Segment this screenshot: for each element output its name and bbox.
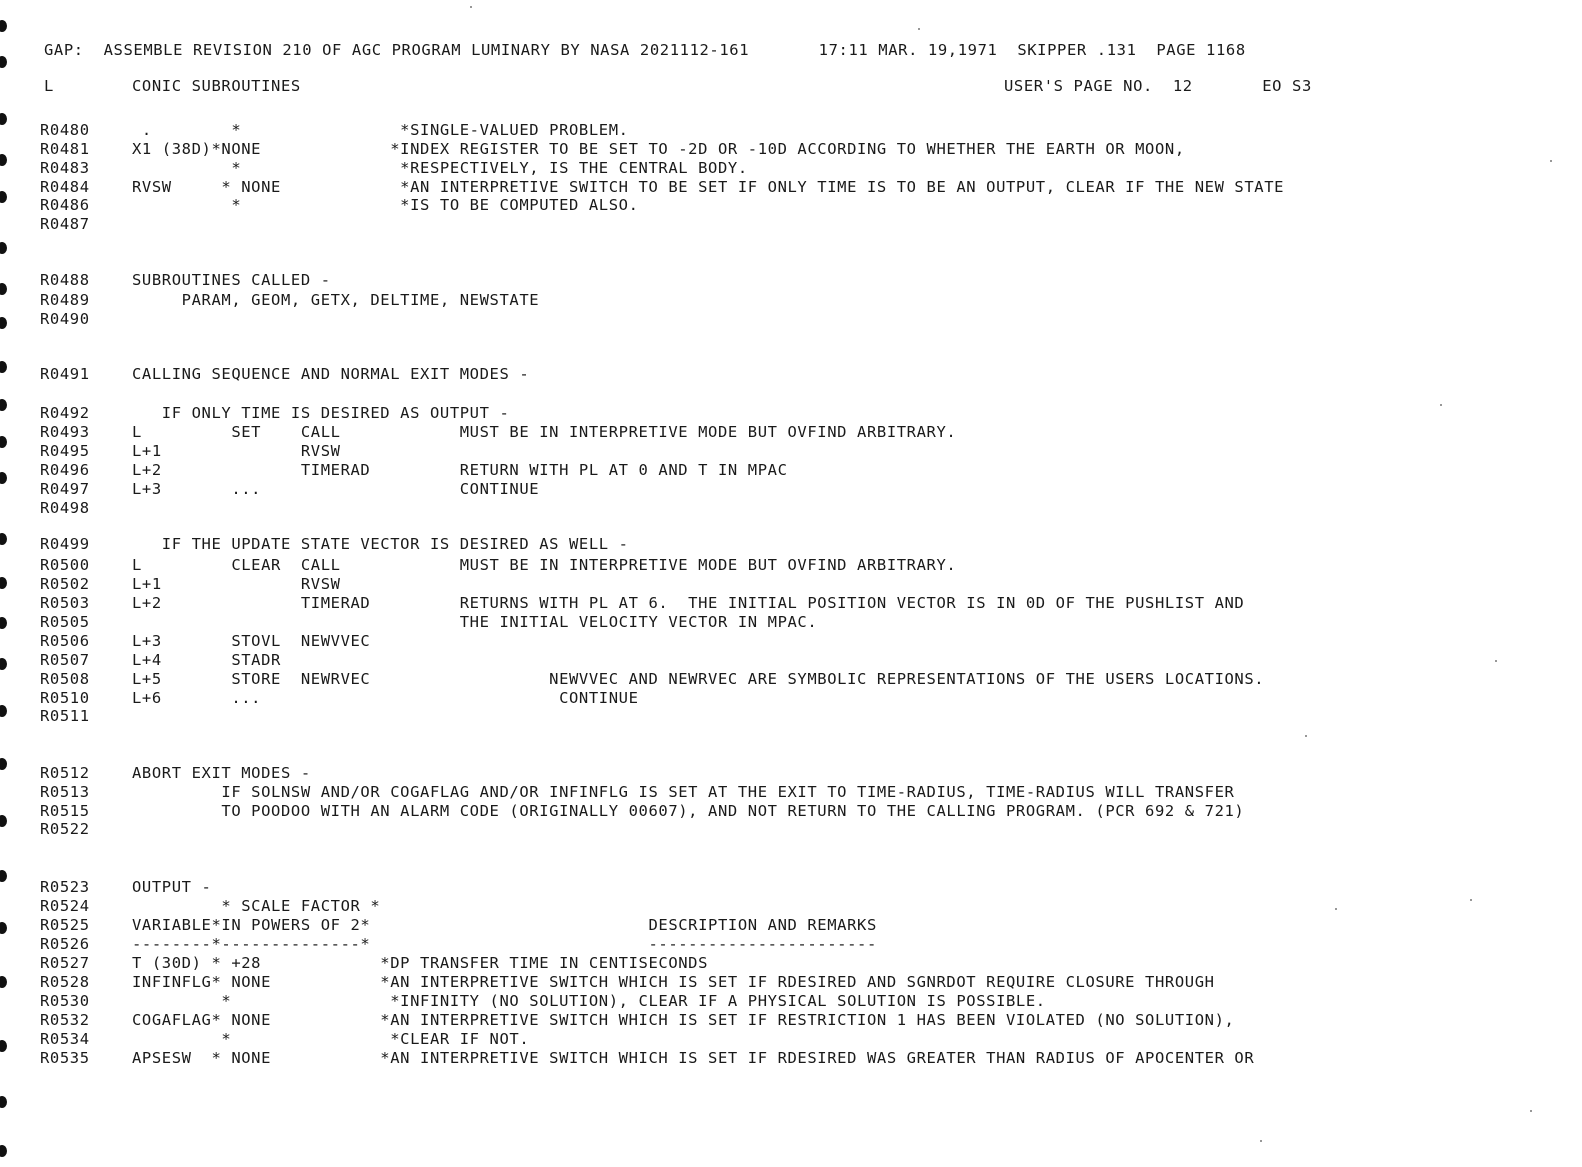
line-text: L+4 STADR xyxy=(132,651,281,669)
line-number: R0530 xyxy=(40,992,90,1010)
line-number: R0498 xyxy=(40,499,90,517)
line-number: R0506 xyxy=(40,632,90,650)
line-number: R0495 xyxy=(40,442,90,460)
line-text: INFINFLG* NONE *AN INTERPRETIVE SWITCH WHICH IS SET IF RDESIRED AND SGNRDOT REQUIRE CLOSURE THROUGH xyxy=(132,973,1215,991)
line-number: R0484 xyxy=(40,178,90,196)
listing-line xyxy=(0,1048,1582,1068)
line-text: X1 (38D)*NONE *INDEX REGISTER TO BE SET TO -2D OR -10D ACCORDING TO WHETHER THE EARTH OR MOON, xyxy=(132,140,1185,158)
line-text: L+2 TIMERAD RETURNS WITH PL AT 6. THE INITIAL POSITION VECTOR IS IN 0D OF THE PUSHLIST AND xyxy=(132,594,1245,612)
line-number: R0525 xyxy=(40,916,90,934)
listing-line xyxy=(0,120,1582,140)
scan-speck xyxy=(1305,735,1307,737)
listing-line xyxy=(0,763,1582,783)
line-number: R0512 xyxy=(40,764,90,782)
listing-line xyxy=(0,991,1582,1011)
punch-hole xyxy=(0,242,7,254)
line-text: L+3 STOVL NEWVVEC xyxy=(132,632,371,650)
line-number: R0502 xyxy=(40,575,90,593)
listing-line xyxy=(0,801,1582,821)
listing-line xyxy=(0,896,1582,916)
listing-line xyxy=(0,650,1582,670)
listing-line xyxy=(0,953,1582,973)
line-text: RVSW * NONE *AN INTERPRETIVE SWITCH TO BE SET IF ONLY TIME IS TO BE AN OUTPUT, CLEAR IF THE NEW STATE xyxy=(132,178,1285,196)
listing-line xyxy=(0,364,1582,384)
line-text: COGAFLAG* NONE *AN INTERPRETIVE SWITCH WHICH IS SET IF RESTRICTION 1 HAS BEEN VIOLATED (NO SOLUTION), xyxy=(132,1011,1235,1029)
line-text: ABORT EXIT MODES - xyxy=(132,764,311,782)
listing-line xyxy=(0,555,1582,575)
line-number: R0489 xyxy=(40,291,90,309)
punch-hole xyxy=(0,1096,7,1108)
line-number: R0513 xyxy=(40,783,90,801)
line-text: VARIABLE*IN POWERS OF 2* DESCRIPTION AND REMARKS xyxy=(132,916,877,934)
line-number: R0532 xyxy=(40,1011,90,1029)
line-text: * *IS TO BE COMPUTED ALSO. xyxy=(132,196,639,214)
line-text: APSESW * NONE *AN INTERPRETIVE SWITCH WHICH IS SET IF RDESIRED WAS GREATER THAN RADIUS OF APOCENTER OR xyxy=(132,1049,1255,1067)
scan-speck xyxy=(470,6,472,8)
line-number: R0523 xyxy=(40,878,90,896)
line-number: R0515 xyxy=(40,802,90,820)
line-text: L+3 ... CONTINUE xyxy=(132,480,540,498)
scan-speck xyxy=(918,28,920,30)
line-number: R0524 xyxy=(40,897,90,915)
listing-line xyxy=(0,195,1582,215)
line-number: R0508 xyxy=(40,670,90,688)
listing-line xyxy=(0,688,1582,708)
punch-hole xyxy=(0,1145,7,1157)
line-text: SUBROUTINES CALLED - xyxy=(132,271,331,289)
line-number: R0493 xyxy=(40,423,90,441)
listing-line xyxy=(0,177,1582,197)
line-text: L+1 RVSW xyxy=(132,575,341,593)
listing-line xyxy=(0,139,1582,159)
line-text: IF ONLY TIME IS DESIRED AS OUTPUT - xyxy=(132,404,510,422)
listing-line xyxy=(0,479,1582,499)
line-text: * *INFINITY (NO SOLUTION), CLEAR IF A PHYSICAL SOLUTION IS POSSIBLE. xyxy=(132,992,1046,1010)
scan-speck xyxy=(1530,1110,1532,1112)
line-text: L SET CALL MUST BE IN INTERPRETIVE MODE BUT OVFIND ARBITRARY. xyxy=(132,423,957,441)
punch-hole xyxy=(0,20,7,32)
line-text: PARAM, GEOM, GETX, DELTIME, NEWSTATE xyxy=(132,291,540,309)
scan-speck xyxy=(1550,160,1552,162)
listing-line xyxy=(0,1029,1582,1049)
line-number: R0481 xyxy=(40,140,90,158)
line-text: * *CLEAR IF NOT. xyxy=(132,1030,530,1048)
line-number: R0526 xyxy=(40,935,90,953)
subheader-line xyxy=(0,76,1582,96)
line-number: R0487 xyxy=(40,215,90,233)
line-number: R0488 xyxy=(40,271,90,289)
line-number: R0534 xyxy=(40,1030,90,1048)
listing-line xyxy=(0,706,1582,726)
line-number: R0497 xyxy=(40,480,90,498)
line-text: IF THE UPDATE STATE VECTOR IS DESIRED AS WELL - xyxy=(132,535,629,553)
header-line xyxy=(0,40,1582,60)
scan-speck xyxy=(1260,1140,1262,1142)
line-text: . * *SINGLE-VALUED PROBLEM. xyxy=(132,121,629,139)
listing-line xyxy=(0,460,1582,480)
line-number: R0500 xyxy=(40,556,90,574)
line-text: CALLING SEQUENCE AND NORMAL EXIT MODES - xyxy=(132,365,530,383)
line-text: L+1 RVSW xyxy=(132,442,341,460)
listing-line xyxy=(0,403,1582,423)
listing-line xyxy=(0,534,1582,554)
listing-line xyxy=(0,612,1582,632)
listing-line xyxy=(0,972,1582,992)
listing-line xyxy=(0,593,1582,613)
listing-line xyxy=(0,158,1582,178)
line-number: R0486 xyxy=(40,196,90,214)
listing-line xyxy=(0,270,1582,290)
users-page-number: USER'S PAGE NO. 12 EO S3 xyxy=(1004,77,1312,95)
line-text: --------*--------------* ----------------------- xyxy=(132,935,877,953)
section-title: CONIC SUBROUTINES xyxy=(132,77,301,95)
listing-line xyxy=(0,309,1582,329)
listing-line xyxy=(0,782,1582,802)
listing-line xyxy=(0,422,1582,442)
listing-line xyxy=(0,877,1582,897)
line-number: R0535 xyxy=(40,1049,90,1067)
line-number: R0499 xyxy=(40,535,90,553)
scan-speck xyxy=(1440,404,1442,406)
listing-line xyxy=(0,819,1582,839)
line-number: R0491 xyxy=(40,365,90,383)
line-text: OUTPUT - xyxy=(132,878,212,896)
scan-speck xyxy=(1495,660,1497,662)
line-number: R0507 xyxy=(40,651,90,669)
subheader-left: L xyxy=(44,77,54,95)
line-number: R0527 xyxy=(40,954,90,972)
listing-line xyxy=(0,934,1582,954)
line-number: R0480 xyxy=(40,121,90,139)
line-text: * *RESPECTIVELY, IS THE CENTRAL BODY. xyxy=(132,159,748,177)
line-text: * SCALE FACTOR * xyxy=(132,897,381,915)
line-number: R0492 xyxy=(40,404,90,422)
line-text: TO POODOO WITH AN ALARM CODE (ORIGINALLY 00607), AND NOT RETURN TO THE CALLING PROGRAM. (PCR 692 & 721) xyxy=(132,802,1245,820)
listing-line xyxy=(0,915,1582,935)
listing-line xyxy=(0,498,1582,518)
line-number: R0528 xyxy=(40,973,90,991)
scan-speck xyxy=(1470,899,1472,901)
line-number: R0510 xyxy=(40,689,90,707)
line-number: R0503 xyxy=(40,594,90,612)
line-text: IF SOLNSW AND/OR COGAFLAG AND/OR INFINFLG IS SET AT THE EXIT TO TIME-RADIUS, TIME-RADIUS WILL TRANSFER xyxy=(132,783,1235,801)
listing-line xyxy=(0,669,1582,689)
line-text: L+2 TIMERAD RETURN WITH PL AT 0 AND T IN MPAC xyxy=(132,461,788,479)
listing-line xyxy=(0,290,1582,310)
line-number: R0483 xyxy=(40,159,90,177)
header-text: GAP: ASSEMBLE REVISION 210 OF AGC PROGRAM LUMINARY BY NASA 2021112-161 17:11 MAR. 19,1971 SKIPPER .131 PAGE 1168 xyxy=(44,41,1246,59)
scan-speck xyxy=(1335,908,1337,910)
line-text: L+6 ... CONTINUE xyxy=(132,689,639,707)
listing-line xyxy=(0,214,1582,234)
listing-line xyxy=(0,1010,1582,1030)
line-number: R0496 xyxy=(40,461,90,479)
line-number: R0511 xyxy=(40,707,90,725)
line-text: THE INITIAL VELOCITY VECTOR IN MPAC. xyxy=(132,613,818,631)
line-text: L CLEAR CALL MUST BE IN INTERPRETIVE MODE BUT OVFIND ARBITRARY. xyxy=(132,556,957,574)
line-number: R0490 xyxy=(40,310,90,328)
line-number: R0505 xyxy=(40,613,90,631)
listing-line xyxy=(0,631,1582,651)
listing-line xyxy=(0,574,1582,594)
line-number: R0522 xyxy=(40,820,90,838)
line-text: T (30D) * +28 *DP TRANSFER TIME IN CENTISECONDS xyxy=(132,954,709,972)
line-text: L+5 STORE NEWRVEC NEWVVEC AND NEWRVEC ARE SYMBOLIC REPRESENTATIONS OF THE USERS LOCATIONS. xyxy=(132,670,1265,688)
listing-line xyxy=(0,441,1582,461)
